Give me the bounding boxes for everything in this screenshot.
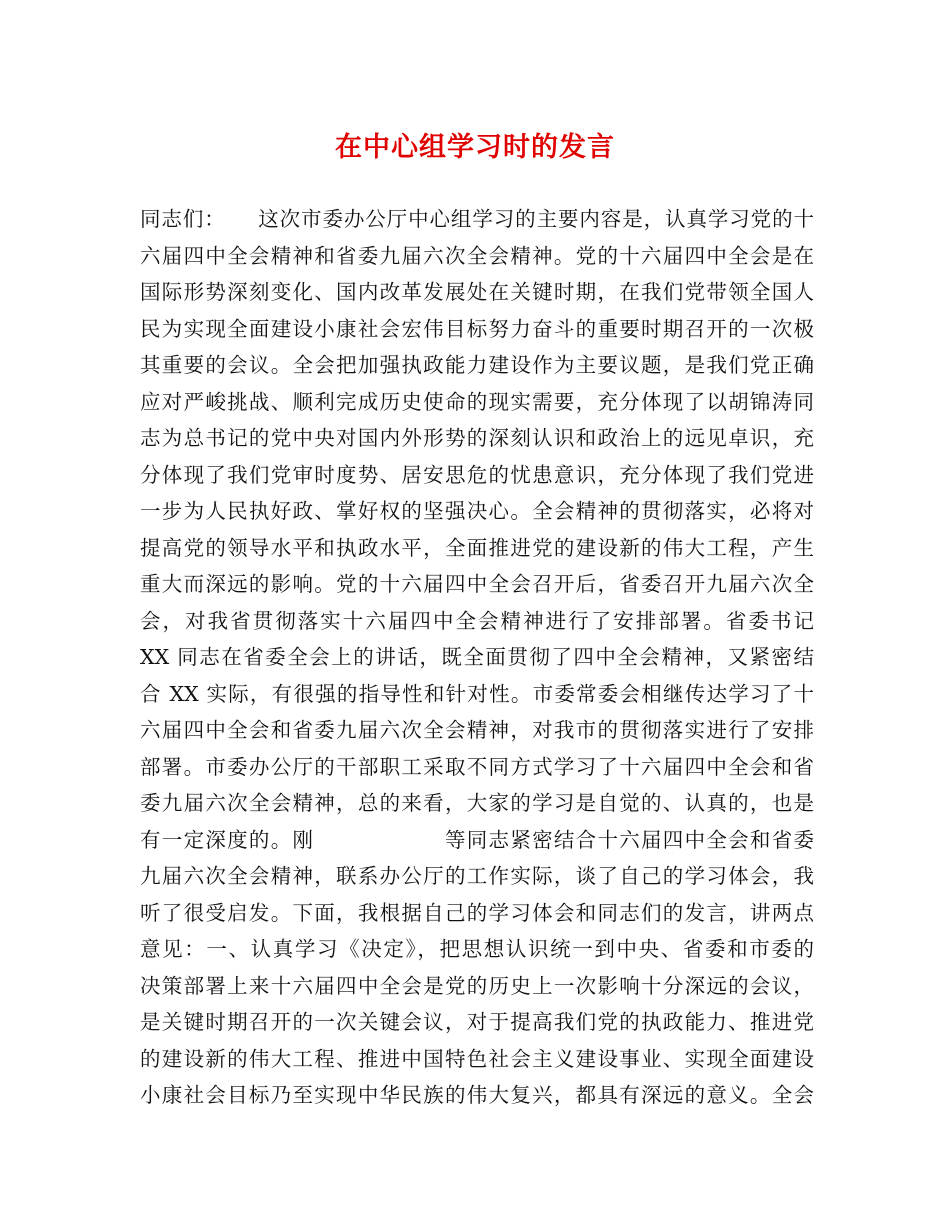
body-line: 其重要的会议。全会把加强执政能力建设作为主要议题，是我们党正确 xyxy=(140,353,814,377)
body-line: 小康社会目标乃至实现中华民族的伟大复兴，都具有深远的意义。全会 xyxy=(140,1083,814,1107)
document-title: 在中心组学习时的发言 xyxy=(335,132,615,163)
body-line: 有一定深度的。刚 等同志紧密结合十六届四中全会和省委 xyxy=(140,827,814,852)
body-line: 重大而深远的影响。党的十六届四中全会召开后，省委召开九届六次全 xyxy=(140,572,814,596)
body-line: 同志们： 这次市委办公厅中心组学习的主要内容是，认真学习党的十 xyxy=(140,207,814,231)
body-line: 九届六次全会精神，联系办公厅的工作实际，谈了自己的学习体会，我 xyxy=(140,864,814,888)
document-body xyxy=(140,201,814,1114)
body-line: 民为实现全面建设小康社会宏伟目标努力奋斗的重要时期召开的一次极 xyxy=(140,316,814,341)
body-line: 提高党的领导水平和执政水平，全面推进党的建设新的伟大工程，产生 xyxy=(140,535,814,560)
body-line: 委九届六次全会精神，总的来看，大家的学习是自觉的、认真的，也是 xyxy=(140,791,814,815)
body-line: 决策部署上来十六届四中全会是党的历史上一次影响十分深远的会议， xyxy=(140,973,814,998)
body-line: 一步为人民执好政、掌好权的坚强决心。全会精神的贯彻落实，必将对 xyxy=(140,499,814,523)
body-line: 六届四中全会和省委九届六次全会精神，对我市的贯彻落实进行了安排 xyxy=(140,718,814,742)
body-line: 意见：一、认真学习《决定》，把思想认识统一到中央、省委和市委的 xyxy=(140,937,814,961)
body-line: 是关键时期召开的一次关键会议，对于提高我们党的执政能力、推进党 xyxy=(140,1010,814,1034)
body-line: 分体现了我们党审时度势、居安思危的忧患意识，充分体现了我们党进 xyxy=(140,462,814,487)
body-line: 应对严峻挑战、顺利完成历史使命的现实需要，充分体现了以胡锦涛同 xyxy=(140,389,814,414)
body-line: 会，对我省贯彻落实十六届四中全会精神进行了安排部署。省委书记 xyxy=(140,608,814,633)
body-line: 合 XX 实际，有很强的指导性和针对性。市委常委会相继传达学习了十 xyxy=(140,681,814,706)
body-line: 的建设新的伟大工程、推进中国特色社会主义建设事业、实现全面建设 xyxy=(140,1046,814,1071)
body-line: 六届四中全会精神和省委九届六次全会精神。党的十六届四中全会是在 xyxy=(140,243,814,268)
body-line: 听了很受启发。下面，我根据自己的学习体会和同志们的发言，讲两点 xyxy=(140,900,814,925)
body-line: 部署。市委办公厅的干部职工采取不同方式学习了十六届四中全会和省 xyxy=(140,754,814,779)
body-line: XX 同志在省委全会上的讲话，既全面贯彻了四中全会精神，又紧密结 xyxy=(140,645,814,669)
body-line: 志为总书记的党中央对国内外形势的深刻认识和政治上的远见卓识，充 xyxy=(140,426,814,450)
body-line: 国际形势深刻变化、国内改革发展处在关键时期，在我们党带领全国人 xyxy=(140,280,814,304)
